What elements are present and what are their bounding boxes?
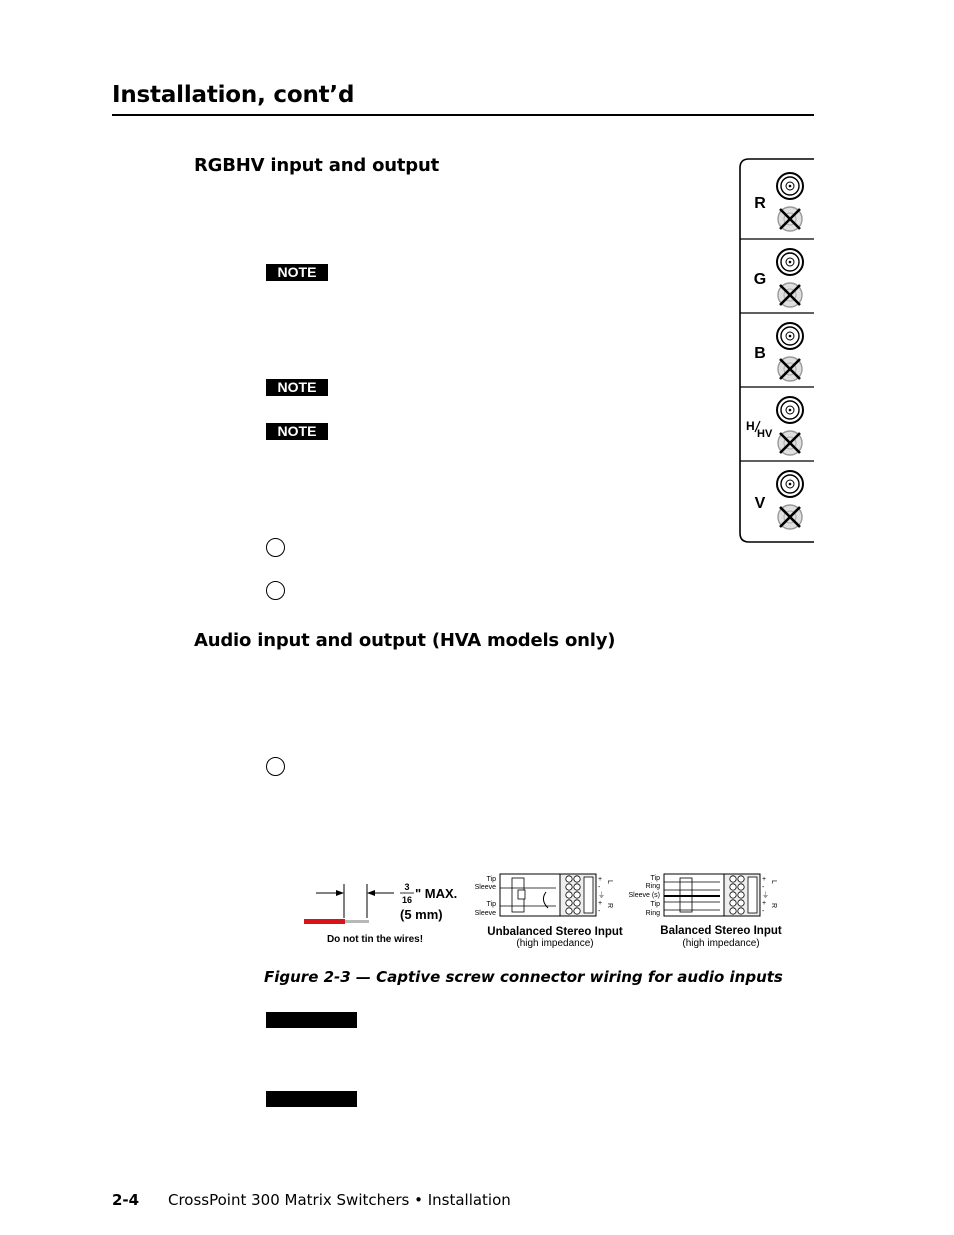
polarity-label: - (762, 884, 765, 891)
bnc-connector-icon (777, 249, 803, 275)
panel-label-v: V (754, 495, 766, 512)
panel-label-r: R (754, 195, 766, 212)
polarity-label: + (598, 900, 603, 907)
strip-length-diagram (304, 882, 457, 945)
balanced-connector-diagram (628, 874, 781, 949)
balanced-subtitle: (high impedance) (682, 938, 760, 949)
title-divider (112, 114, 814, 116)
callout-marker (266, 757, 285, 776)
figure-caption: Figure 2-3 — Captive screw connector wiring for audio inputs (264, 968, 783, 986)
unbalanced-connector-diagram (475, 874, 623, 949)
pin-label: Ring (645, 910, 660, 917)
audio-wiring-figure (300, 868, 800, 952)
bnc-disabled-icon (778, 357, 802, 381)
panel-label-hv: HV (757, 428, 773, 440)
mm-label: (5 mm) (400, 907, 443, 922)
bnc-connector-icon (777, 323, 803, 349)
polarity-label: + (762, 876, 767, 883)
pin-label: Sleeve (474, 884, 496, 891)
max-label: " MAX. (415, 886, 458, 901)
callout-marker (266, 581, 285, 600)
caution-badge (266, 1091, 357, 1107)
bnc-disabled-icon (778, 207, 802, 231)
channel-label-left: L (606, 880, 613, 884)
polarity-label: - (598, 908, 601, 915)
panel-label-b: B (754, 345, 766, 362)
footer-text: CrossPoint 300 Matrix Switchers • Installation (168, 1191, 511, 1209)
polarity-label: + (762, 900, 767, 907)
polarity-label: + (598, 876, 603, 883)
channel-label-right: R (770, 903, 777, 909)
bnc-disabled-icon (778, 283, 802, 307)
fraction-denominator: 16 (401, 895, 413, 905)
channel-label-right: R (606, 903, 613, 909)
bnc-connector-icon (777, 471, 803, 497)
fraction-numerator: 3 (404, 882, 410, 892)
bnc-connector-icon (777, 173, 803, 199)
wire-insulation (304, 919, 345, 924)
wire-note: Do not tin the wires! (326, 934, 424, 945)
bnc-disabled-icon (778, 505, 802, 529)
bnc-connector-icon (777, 397, 803, 423)
polarity-label: - (598, 884, 601, 891)
pin-label: Sleeve (s) (628, 892, 660, 899)
balanced-title: Balanced Stereo Input (660, 925, 782, 937)
polarity-label: ⏚ (762, 892, 769, 899)
bare-wire (345, 920, 369, 923)
note-badge: NOTE (266, 423, 328, 440)
panel-label-g: G (753, 271, 767, 288)
channel-label-left: L (770, 880, 777, 884)
bnc-disabled-icon (778, 431, 802, 455)
callout-marker (266, 538, 285, 557)
note-badge: NOTE (266, 379, 328, 396)
footer-page-number: 2-4 (112, 1191, 140, 1209)
panel-label-h: H (746, 419, 755, 433)
polarity-label: - (762, 908, 765, 915)
pin-label: Tip (486, 876, 496, 883)
pin-label: Tip (486, 901, 496, 908)
page-title: Installation, cont’d (112, 82, 355, 108)
pin-label: Sleeve (474, 910, 496, 917)
rgbhv-connector-panel (739, 158, 814, 543)
section-heading-rgbhv: RGBHV input and output (194, 155, 439, 176)
unbalanced-subtitle: (high impedance) (516, 938, 594, 949)
section-heading-audio: Audio input and output (HVA models only) (194, 630, 616, 651)
unbalanced-title: Unbalanced Stereo Input (487, 926, 623, 938)
pin-label: Ring (645, 883, 660, 890)
polarity-label: ⏚ (598, 892, 605, 899)
pin-label: Tip (650, 901, 660, 908)
pin-label: Tip (650, 875, 660, 882)
warning-badge (266, 1012, 357, 1028)
note-badge: NOTE (266, 264, 328, 281)
